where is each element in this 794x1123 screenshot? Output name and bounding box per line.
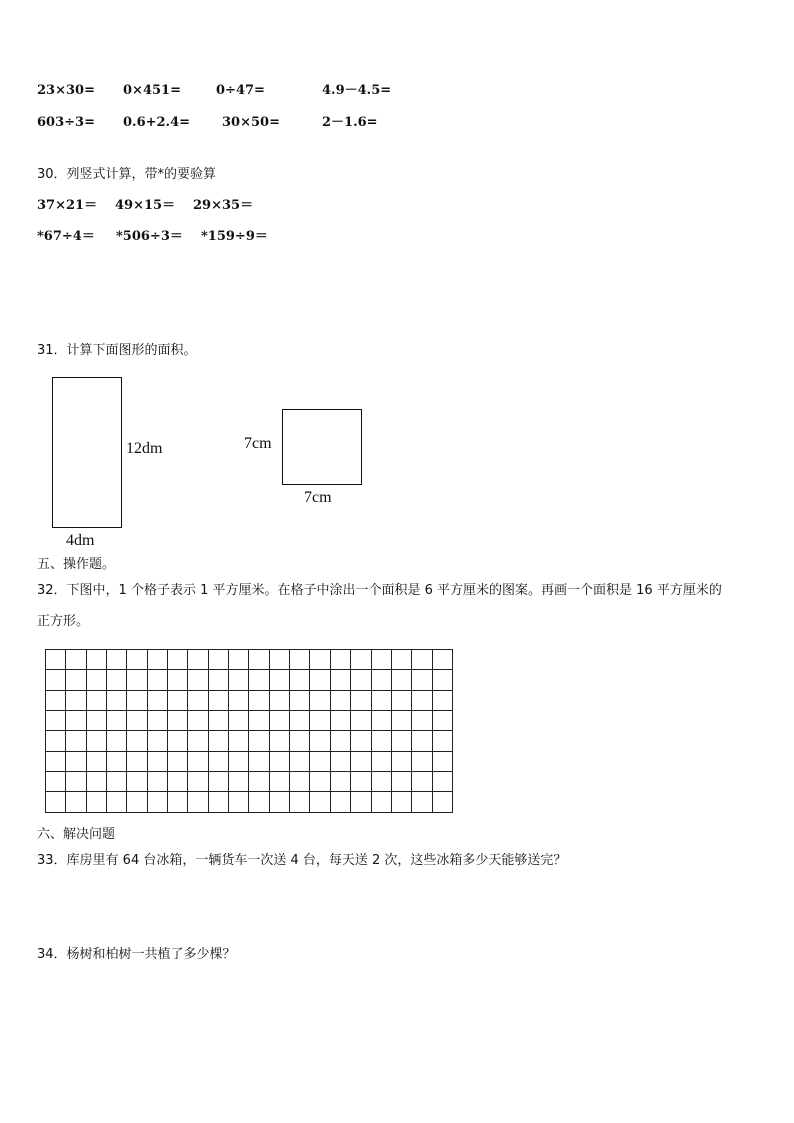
grid-cell[interactable]	[46, 752, 66, 772]
grid-cell[interactable]	[392, 650, 412, 670]
grid-cell[interactable]	[66, 731, 86, 751]
grid-cell[interactable]	[392, 670, 412, 690]
grid-cell[interactable]	[46, 772, 66, 792]
grid-cell[interactable]	[310, 691, 330, 711]
grid-cell[interactable]	[209, 650, 229, 670]
grid-cell[interactable]	[249, 711, 269, 731]
grid-cell[interactable]	[229, 691, 249, 711]
calc-item: 30×50=	[222, 115, 280, 130]
grid-cell[interactable]	[412, 650, 432, 670]
grid-cell[interactable]	[331, 670, 351, 690]
grid-cell[interactable]	[107, 772, 127, 792]
grid-cell[interactable]	[249, 792, 269, 812]
grid-cell[interactable]	[188, 650, 208, 670]
grid-cell[interactable]	[310, 711, 330, 731]
rectangle-height-label: 12dm	[126, 440, 163, 457]
grid-cell[interactable]	[87, 772, 107, 792]
grid-cell[interactable]	[46, 711, 66, 731]
section-5-title: 五、操作题。	[37, 557, 116, 572]
grid-cell[interactable]	[209, 711, 229, 731]
calc-item: 37×21＝	[37, 198, 98, 213]
grid-cell[interactable]	[127, 792, 147, 812]
grid-cell[interactable]	[66, 650, 86, 670]
grid-cell[interactable]	[66, 752, 86, 772]
grid-cell[interactable]	[148, 752, 168, 772]
grid-cell[interactable]	[351, 670, 371, 690]
grid-cell[interactable]	[229, 772, 249, 792]
grid-cell[interactable]	[270, 772, 290, 792]
grid-cell[interactable]	[148, 772, 168, 792]
grid-cell[interactable]	[127, 670, 147, 690]
grid-cell[interactable]	[290, 752, 310, 772]
grid-cell[interactable]	[188, 752, 208, 772]
grid-cell[interactable]	[433, 752, 453, 772]
grid-cell[interactable]	[392, 772, 412, 792]
question-31-title: 31．计算下面图形的面积。	[37, 343, 197, 358]
section-6-title: 六、解决问题	[37, 827, 116, 842]
grid-cell[interactable]	[209, 691, 229, 711]
grid-cell[interactable]	[331, 792, 351, 812]
grid-cell[interactable]	[168, 691, 188, 711]
grid-cell[interactable]	[392, 691, 412, 711]
grid-cell[interactable]	[392, 731, 412, 751]
grid-cell[interactable]	[148, 711, 168, 731]
grid-cell[interactable]	[209, 752, 229, 772]
grid-cell[interactable]	[87, 711, 107, 731]
grid-cell[interactable]	[148, 650, 168, 670]
grid-cell[interactable]	[66, 711, 86, 731]
grid-cell[interactable]	[290, 772, 310, 792]
grid-cell[interactable]	[209, 792, 229, 812]
calc-item: 23×30=	[37, 83, 95, 98]
grid-cell[interactable]	[270, 670, 290, 690]
grid-cell[interactable]	[148, 731, 168, 751]
calc-item: 0÷47=	[216, 83, 265, 98]
grid-cell[interactable]	[351, 772, 371, 792]
grid-cell[interactable]	[46, 691, 66, 711]
rectangle-width-label: 4dm	[66, 532, 95, 549]
grid-cell[interactable]	[188, 711, 208, 731]
grid-cell[interactable]	[229, 711, 249, 731]
grid-cell[interactable]	[127, 731, 147, 751]
grid-cell[interactable]	[372, 772, 392, 792]
grid-cell[interactable]	[331, 731, 351, 751]
grid-cell[interactable]	[433, 670, 453, 690]
grid-cell[interactable]	[412, 752, 432, 772]
grid-cell[interactable]	[310, 650, 330, 670]
rectangle-figure	[52, 377, 122, 528]
grid-cell[interactable]	[351, 691, 371, 711]
grid-cell[interactable]	[412, 772, 432, 792]
question-34-text: 34．杨树和柏树一共植了多少棵？	[37, 947, 236, 962]
question-32-line-2: 正方形。	[37, 614, 90, 629]
grid-cell[interactable]	[168, 792, 188, 812]
grid-cell[interactable]	[270, 711, 290, 731]
grid-cell[interactable]	[249, 691, 269, 711]
grid-cell[interactable]	[168, 772, 188, 792]
grid-cell[interactable]	[188, 772, 208, 792]
square-side-label: 7cm	[244, 435, 272, 452]
grid-cell[interactable]	[168, 711, 188, 731]
grid-cell[interactable]	[290, 650, 310, 670]
grid-cell[interactable]	[229, 670, 249, 690]
grid-cell[interactable]	[433, 792, 453, 812]
grid-cell[interactable]	[209, 772, 229, 792]
grid-cell[interactable]	[290, 711, 310, 731]
grid-cell[interactable]	[188, 792, 208, 812]
grid-cell[interactable]	[87, 650, 107, 670]
grid-cell[interactable]	[433, 691, 453, 711]
grid-cell[interactable]	[229, 752, 249, 772]
grid-cell[interactable]	[351, 752, 371, 772]
grid-cell[interactable]	[127, 772, 147, 792]
grid-cell[interactable]	[46, 731, 66, 751]
grid-cell[interactable]	[148, 691, 168, 711]
grid-cell[interactable]	[249, 772, 269, 792]
grid-cell[interactable]	[351, 650, 371, 670]
grid-cell[interactable]	[372, 792, 392, 812]
grid-cell[interactable]	[66, 691, 86, 711]
grid-cell[interactable]	[433, 731, 453, 751]
grid-cell[interactable]	[107, 731, 127, 751]
grid-cell[interactable]	[107, 752, 127, 772]
grid-cell[interactable]	[87, 731, 107, 751]
grid-cell[interactable]	[249, 650, 269, 670]
grid-cell[interactable]	[66, 772, 86, 792]
grid-cell[interactable]	[270, 752, 290, 772]
calc-item: 0×451=	[123, 83, 181, 98]
grid-cell[interactable]	[372, 752, 392, 772]
calc-item: *159÷9＝	[201, 229, 268, 244]
grid-cell[interactable]	[372, 691, 392, 711]
grid-cell[interactable]	[392, 792, 412, 812]
grid-cell[interactable]	[290, 731, 310, 751]
square-figure	[282, 409, 362, 485]
grid-cell[interactable]	[331, 691, 351, 711]
calc-item: *67÷4＝	[37, 229, 95, 244]
grid-cell[interactable]	[270, 731, 290, 751]
grid-cell[interactable]	[127, 691, 147, 711]
grid-cell[interactable]	[412, 711, 432, 731]
grid-cell[interactable]	[372, 650, 392, 670]
grid-cell[interactable]	[168, 731, 188, 751]
grid-cell[interactable]	[290, 691, 310, 711]
calc-item: 603÷3=	[37, 115, 95, 130]
grid-cell[interactable]	[87, 792, 107, 812]
grid-cell[interactable]	[392, 711, 412, 731]
grid-cell[interactable]	[107, 711, 127, 731]
grid-cell[interactable]	[168, 752, 188, 772]
grid-cell[interactable]	[412, 792, 432, 812]
grid-cell[interactable]	[270, 691, 290, 711]
question-32-line-1: 32．下图中，1 个格子表示 1 平方厘米。在格子中涂出一个面积是 6 平方厘米的图案。再画一个面积是 16 平方厘米的	[37, 583, 722, 598]
grid-cell[interactable]	[229, 650, 249, 670]
calc-item: 49×15＝	[115, 198, 176, 213]
grid-cell[interactable]	[107, 650, 127, 670]
question-30-title: 30．列竖式计算，带*的要验算	[37, 167, 217, 182]
grid-cell[interactable]	[412, 691, 432, 711]
grid-cell[interactable]	[290, 792, 310, 812]
grid-cell[interactable]	[107, 792, 127, 812]
grid-cell[interactable]	[270, 650, 290, 670]
grid-cell[interactable]	[209, 731, 229, 751]
grid-cell[interactable]	[310, 772, 330, 792]
square-bottom-label: 7cm	[304, 489, 332, 506]
grid-cell[interactable]	[372, 731, 392, 751]
grid-cell[interactable]	[372, 711, 392, 731]
calc-item: 0.6+2.4=	[123, 115, 191, 130]
calc-item: 29×35＝	[193, 198, 254, 213]
calc-item: 4.9－4.5=	[322, 83, 392, 98]
grid-cell[interactable]	[188, 731, 208, 751]
square-grid[interactable]	[45, 649, 453, 813]
grid-cell[interactable]	[229, 731, 249, 751]
grid-cell[interactable]	[127, 711, 147, 731]
grid-cell[interactable]	[331, 772, 351, 792]
grid-cell[interactable]	[168, 650, 188, 670]
grid-cell[interactable]	[310, 752, 330, 772]
grid-cell[interactable]	[392, 752, 412, 772]
grid-cell[interactable]	[290, 670, 310, 690]
grid-cell[interactable]	[188, 670, 208, 690]
grid-cell[interactable]	[66, 792, 86, 812]
grid-cell[interactable]	[331, 711, 351, 731]
grid-cell[interactable]	[168, 670, 188, 690]
grid-cell[interactable]	[46, 650, 66, 670]
grid-cell[interactable]	[351, 731, 371, 751]
grid-cell[interactable]	[249, 670, 269, 690]
grid-cell[interactable]	[372, 670, 392, 690]
grid-cell[interactable]	[310, 731, 330, 751]
grid-cell[interactable]	[433, 711, 453, 731]
calc-item: *506÷3＝	[116, 229, 183, 244]
grid-cell[interactable]	[46, 792, 66, 812]
grid-cell[interactable]	[412, 670, 432, 690]
grid-cell[interactable]	[249, 752, 269, 772]
grid-cell[interactable]	[66, 670, 86, 690]
grid-cell[interactable]	[209, 670, 229, 690]
grid-cell[interactable]	[87, 691, 107, 711]
calc-item: 2－1.6=	[322, 115, 378, 130]
grid-cell[interactable]	[148, 792, 168, 812]
grid-cell[interactable]	[107, 691, 127, 711]
grid-cell[interactable]	[331, 752, 351, 772]
grid-cell[interactable]	[351, 792, 371, 812]
grid-cell[interactable]	[46, 670, 66, 690]
grid-cell[interactable]	[351, 711, 371, 731]
grid-cell[interactable]	[148, 670, 168, 690]
grid-cell[interactable]	[249, 731, 269, 751]
grid-cell[interactable]	[127, 650, 147, 670]
grid-cell[interactable]	[188, 691, 208, 711]
grid-cell[interactable]	[87, 752, 107, 772]
grid-cell[interactable]	[229, 792, 249, 812]
grid-cell[interactable]	[310, 670, 330, 690]
grid-cell[interactable]	[270, 792, 290, 812]
grid-cell[interactable]	[331, 650, 351, 670]
grid-cell[interactable]	[433, 650, 453, 670]
question-33-text: 33．库房里有 64 台冰箱，一辆货车一次送 4 台，每天送 2 次，这些冰箱多少天能够送完？	[37, 853, 567, 868]
grid-cell[interactable]	[310, 792, 330, 812]
grid-cell[interactable]	[433, 772, 453, 792]
grid-cell[interactable]	[127, 752, 147, 772]
grid-cell[interactable]	[412, 731, 432, 751]
grid-cell[interactable]	[107, 670, 127, 690]
grid-cell[interactable]	[87, 670, 107, 690]
